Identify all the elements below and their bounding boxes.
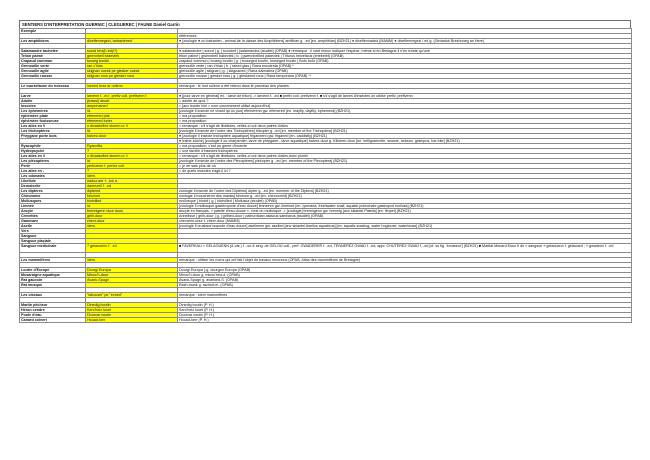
reference-text: Dourvar voutin (P. H.)	[179, 313, 215, 317]
breton-term-cell[interactable]: diptered	[86, 189, 178, 194]
reference-text: remarque : idem mammifères	[179, 293, 228, 297]
reference-text: = adulte de quoi ?	[179, 99, 209, 103]
breton-term-cell[interactable]: grilh-dour	[86, 214, 178, 219]
french-term-cell[interactable]: Les ailes en -	[20, 169, 86, 174]
french-term-cell[interactable]: Salamandre tachetée	[20, 49, 86, 54]
french-term-cell[interactable]: Sangsue médicinale	[20, 244, 86, 253]
breton-term-cell[interactable]: ran c'hlas	[86, 64, 178, 69]
reference-text: Annelisse | grilh-dour | g. | grilhed-dour | palhurrildan astacus sambarus (studiet) (OPAB)	[179, 214, 324, 218]
terms-table	[19, 28, 632, 323]
reference-text: = une famille d'insectes trichoptères	[179, 149, 238, 153]
french-term-cell[interactable]: Les diptères	[20, 189, 86, 194]
french-term-cell[interactable]: Larve	[20, 94, 86, 99]
breton-term-cell[interactable]: chevr-dour	[86, 219, 178, 224]
breton-term-cell[interactable]: idem.	[86, 174, 178, 179]
french-term-cell[interactable]: Musaraigne aquatique	[20, 273, 86, 278]
breton-term-cell[interactable]: Dourgi Europa	[86, 268, 178, 273]
french-term-cell[interactable]: Grenouille verte	[20, 64, 86, 69]
breton-term-cell[interactable]: id.	[86, 204, 178, 209]
french-term-cell[interactable]: Les amphibiens	[20, 39, 86, 44]
breton-term-cell[interactable]: divelfennegezi, batraziened	[86, 39, 178, 44]
french-term-cell[interactable]: Ancyle	[20, 209, 86, 214]
spreadsheet	[19, 20, 631, 323]
breton-term-cell[interactable]: Houad-kerr	[86, 318, 178, 323]
breton-term-cell[interactable]: o divaskelled stumm ur /\	[86, 154, 178, 159]
breton-term-cell[interactable]: id.	[86, 109, 178, 114]
reference-text: [zoologie ll insecte ne vivant qu'un jour] efemerenn gw. efemered [en. mayfly, daylfly, ephemera] (BZH21)	[179, 109, 351, 113]
reference-text: mollusque ] blotvil | g. | blotvilled | Mollusca (studiet) (OPAB)	[179, 199, 278, 203]
reference-text: = remarque : s'il s'agit de libellules, celles-ci ont deux paires d'ailes	[179, 124, 289, 128]
breton-term-cell[interactable]: skignan rous pe glesker rous	[86, 74, 178, 79]
french-term-cell[interactable]: Sangsue plaçiale	[20, 239, 86, 244]
reference-text: zoologie ll insecte de l'ordre des Diptères] dipter g. -ed [en. member of the Diptera] (BZH21)	[179, 189, 329, 193]
breton-term-cell[interactable]: efemered plat	[86, 114, 178, 119]
reference-text: Houad-kerr (P. H.)	[179, 318, 209, 322]
french-term-cell[interactable]: Chironome	[20, 194, 86, 199]
french-term-cell[interactable]: Canard colvert	[20, 318, 86, 323]
reference-text: [zoologie ll insecte de l'ordre des Trichoptères] trikopter g. -ed [en. member of the Trichoptera] (BZH21)	[179, 129, 347, 133]
french-term-cell[interactable]: Poule d'eau	[20, 313, 86, 318]
breton-term-cell[interactable]: skignan ouesk pe glesker ouesk	[86, 69, 178, 74]
breton-term-cell[interactable]: Kerc'heiz louet	[86, 308, 178, 313]
breton-term-cell[interactable]: ? gelaouenn f. -ed	[86, 244, 178, 253]
french-term-cell[interactable]: Gammare	[20, 219, 86, 224]
french-term-cell[interactable]: Crapaud commun	[20, 59, 86, 64]
breton-term-cell[interactable]: sourd briz(h-ed)/?)	[86, 49, 178, 54]
reference-text: Avank-Spagn g. avanked-S. (OPAB)	[179, 278, 239, 282]
breton-term-cell[interactable]: brennigenn dour dous	[86, 209, 178, 214]
reference-text: Minoc'h-dour g. minoc'hed-d. (OPAB)	[179, 273, 240, 277]
breton-term-cell[interactable]: touseg boutin	[86, 59, 178, 64]
french-term-cell[interactable]: Aselle	[20, 224, 86, 229]
breton-term-cell[interactable]: nadoz-aer f. -loù a.	[86, 179, 178, 184]
reference-text: remarque : utiliser les noms qui ont fait l'objet de travaux reconnus (OPAB, Atlas des mammifères de Bretagne)	[179, 258, 361, 262]
french-term-cell[interactable]: Perle	[20, 164, 86, 169]
reference-text: ● [pour larve en général] ex. : larve de triton) -> larvenn f. -ed ■ prefiv coll. prefivenn f. ■ s'il s'agit de larves d'insectes on utilise prefiv, prefivenn	[179, 94, 413, 98]
breton-term-cell[interactable]: loened braz ar ruilenn	[86, 84, 178, 89]
french-term-cell[interactable]: Phrygane porte bois	[20, 134, 86, 139]
breton-term-cell[interactable]: Minoc'h-dour	[86, 273, 178, 278]
french-term-cell[interactable]: Adulte	[20, 99, 86, 104]
french-term-cell[interactable]: Les ailes en /\	[20, 154, 86, 159]
french-term-cell[interactable]: Les ailes en V	[20, 124, 86, 129]
french-term-cell[interactable]: Triton palmé	[20, 54, 86, 59]
reference-text: = de quels insectes s'agit-il ici ?	[179, 169, 231, 173]
breton-term-cell[interactable]: perlezenn f. perlez coll.	[86, 164, 178, 169]
french-term-cell[interactable]: Exemple	[20, 29, 86, 34]
french-term-cell[interactable]: Rat musqué	[20, 283, 86, 288]
french-term-cell[interactable]: Hydropsyché	[20, 149, 86, 154]
reference-text: crapaud commun | touseg boutin | g. | touseged boutin, touseged boutin | Bufo bufo (OPAB)	[179, 59, 329, 63]
french-term-cell[interactable]: Rat gaucoin	[20, 278, 86, 283]
french-term-cell[interactable]: Héron cendré	[20, 308, 86, 313]
french-term-cell[interactable]: Grenouille agile	[20, 69, 86, 74]
french-term-cell[interactable]: Les trichoptères	[20, 129, 86, 134]
reference-cell[interactable]	[178, 244, 632, 253]
breton-term-cell[interactable]: amprevaned	[86, 104, 178, 109]
reference-text: grenouille verte | ran c'hlas | b. | raned glas | Rana esculenta (OPAB) *	[179, 64, 294, 68]
breton-term-cell[interactable]: idem.	[86, 224, 178, 229]
french-term-cell[interactable]: Ryacophile	[20, 144, 86, 149]
breton-term-cell[interactable]: ?	[86, 169, 178, 174]
breton-term-cell[interactable]: blotvilled	[86, 199, 178, 204]
french-term-cell[interactable]: Libellule	[20, 179, 86, 184]
reference-text: = ma proposition	[179, 119, 207, 123]
reference-text: chevrenn-dour f. chevr-dour (MAMM)	[179, 219, 240, 223]
reference-text: = remarque : s'il s'agit de libellules, celles-ci ont deux paires d'ailes,donc plurie!	[179, 154, 309, 158]
reference-text: [zoologie ll crustacé isopode d'eau douce] aselleenn gw. aselled [anv skiantel Asellus aquaticus] [en. aquatic sowbug, water hoglouse, waterlouse] (BZH21)	[179, 224, 433, 228]
reference-text: = ma proposition	[179, 114, 207, 118]
reference-text: grenouille agile | skignan | g. | skignaned | Rana dalmatina (OPAB)	[179, 69, 288, 73]
french-term-cell[interactable]: Grenouille rousse	[20, 74, 86, 79]
french-term-cell[interactable]: Limnée	[20, 204, 86, 209]
french-term-cell[interactable]: Les plécoptères	[20, 159, 86, 164]
french-term-cell[interactable]: Insectes	[20, 104, 86, 109]
table-row	[20, 318, 632, 323]
sheet-title: SENTIERS D'INTERPRETATION GUERNIC | CLEGUEREC | FAUNE Daniel Garrin	[19, 20, 631, 28]
breton-term-cell[interactable]: balvez-dour	[86, 134, 178, 139]
reference-text: zoologie ll moucheron des marais] kironom g. -ed [en. chironomid] (BZH21)	[179, 194, 302, 198]
french-term-cell[interactable]: Les mammifères	[20, 258, 86, 263]
french-term-cell[interactable]: Les éphémères	[20, 109, 86, 114]
french-term-cell[interactable]: Les oiseaux	[20, 293, 86, 298]
reference-text: remarque : le mot ruilenn a été retenu dans le panneau des plantes	[179, 84, 289, 88]
reference-text: ● [zoologie ● ou batracien - animal de la classe des Amphibiens] amfibian g. -ed [en. amphibian] (BZH21) ● divelfennaded (MAMM) ● divelfennegezi / ed g. (Geriaduir Brezhoneg an Here)	[179, 39, 485, 43]
breton-term-cell[interactable]: (trawsi) deuet	[86, 99, 178, 104]
reference-text: ● salamandre | sourd | g. | sourded | [salamandra (studiet) (OPAB) ● remarque : il vaut mieux indiquer l'espèce, même si en Bretagne il n'en existe qu'une	[179, 49, 430, 53]
breton-term-cell[interactable]: Avank-Spagn	[86, 278, 178, 283]
french-term-cell[interactable]: Les odonates	[20, 174, 86, 179]
note-marker: **	[308, 74, 312, 78]
french-term-cell[interactable]: Martin pêcheur	[20, 303, 86, 308]
breton-term-cell[interactable]: ?	[86, 149, 178, 154]
reference-text: [zoologie ll mollusque gastéropode d'eau douce] limneenn gw. limened [en. lymnaea, freshwater snail, aquatic pulmonate gastropod mollusk] (BZH21)	[179, 204, 424, 208]
breton-term-cell[interactable]: idem.	[86, 258, 178, 263]
breton-term-cell[interactable]: Dinedig boutin	[86, 303, 178, 308]
reference-text: = ma proposition, c'est un genre d'insecte	[179, 144, 247, 148]
french-term-cell[interactable]: Demoiselle	[20, 184, 86, 189]
reference-text: grenouille rousse | glesker rous | g. | gleskered rous | Rana temporaria (OPAB)	[179, 74, 308, 78]
reference-text: Dourgi Europa (-g. dourgon Europa (OPAB)	[179, 268, 251, 272]
breton-term-cell[interactable]: damezell f. -ed	[86, 184, 178, 189]
breton-term-cell[interactable]: kironom	[86, 194, 178, 199]
reference-text: Kerc'heiz louet (P. H.)	[179, 308, 215, 312]
french-term-cell[interactable]: Crevettes	[20, 214, 86, 219]
breton-term-cell[interactable]: Ryacofila	[86, 144, 178, 149]
reference-text: Dinedig boutin (P. H.)	[179, 303, 214, 307]
reference-cell[interactable]	[178, 318, 632, 323]
reference-text: ■ FAVEREAU » GELAOUENN (& var.) f. -où & sing. de GELOÙ coll., perf. GWADERER f. -ed, TENNEREZ GWAD f. -ed, appr. CHUTEREZ GWAD f. -ed [cf. ss fig. 'écraseur'] (BZH21) ■ Martial Menard Essu fr dir « sangsue » gelaouenn f. gelaoued ; « gwadenn f. -ed	[179, 244, 614, 248]
french-term-cell[interactable]: éphémère fouisseuse	[20, 119, 86, 124]
reference-text: [zoologie ll insecte de l'ordre des Plécoptères] plekopter g. -ed [en. member of the Plecoptera] (BZH21)	[179, 159, 348, 163]
reference-text: Razh-musk g. razhed-m. (OPAB)	[179, 283, 233, 287]
breton-term-cell[interactable]: id.	[86, 129, 178, 134]
reference-text: références	[179, 34, 197, 38]
reference-text: = [anv boutin hini = nom couramment utilisé aujourd'hui]	[179, 104, 271, 108]
french-term-cell[interactable]: Sangsue	[20, 234, 86, 239]
breton-term-cell[interactable]: efemered turier	[86, 119, 178, 124]
french-term-cell[interactable]: Vers	[20, 229, 86, 234]
breton-term-cell[interactable]: larvenn f. -ed ; prefiv coll. prefivenn f.	[86, 94, 178, 99]
french-term-cell[interactable]: éphémère plate	[20, 114, 86, 119]
breton-term-cell[interactable]: Dourvar voutin	[86, 313, 178, 318]
breton-term-cell[interactable]: o divaskelled stumm ur V	[86, 124, 178, 129]
table-row	[20, 244, 632, 253]
reference-text: ● [zoologie ll insecte trichoptère aquatique] friganeenn gw. friganed [en. caddisfly] (BZH21)	[179, 134, 327, 138]
reference-text: ● traine-bûche] [zoologie ll ou charpentier, larve de phrygane - larve aquatique] balvez-dour g. Klitolren-dour [en. helligrammite, snowie, dobson, grampus, toe-bite] (BZH21)	[179, 139, 460, 143]
reference-text: ancyle en français, « patelle d'eau douce », c'est un mollusque -> [zoologie] brennigenn gw. brennig [anv skiantel Patella] [en. limpet] (BZH21)	[179, 209, 411, 213]
french-term-cell[interactable]: Mollusques	[20, 199, 86, 204]
breton-term-cell[interactable]: gwennbeil bakeviek	[86, 54, 178, 59]
reference-text: = je ne sais plus de où	[179, 164, 216, 168]
breton-term-cell[interactable]: "labousel" pe "evned"	[86, 293, 178, 298]
french-term-cell[interactable]: Loutre d'Europe	[20, 268, 86, 273]
reference-text: triton palmé | gwennbeil bakeviek | b. | gwennbeilled pakeviek | Triturus helveticus (erlebelet) (OPAB)	[179, 54, 344, 58]
breton-term-cell[interactable]: id.	[86, 159, 178, 164]
french-term-cell[interactable]: Le macrofaune du ruisseau	[20, 84, 86, 89]
